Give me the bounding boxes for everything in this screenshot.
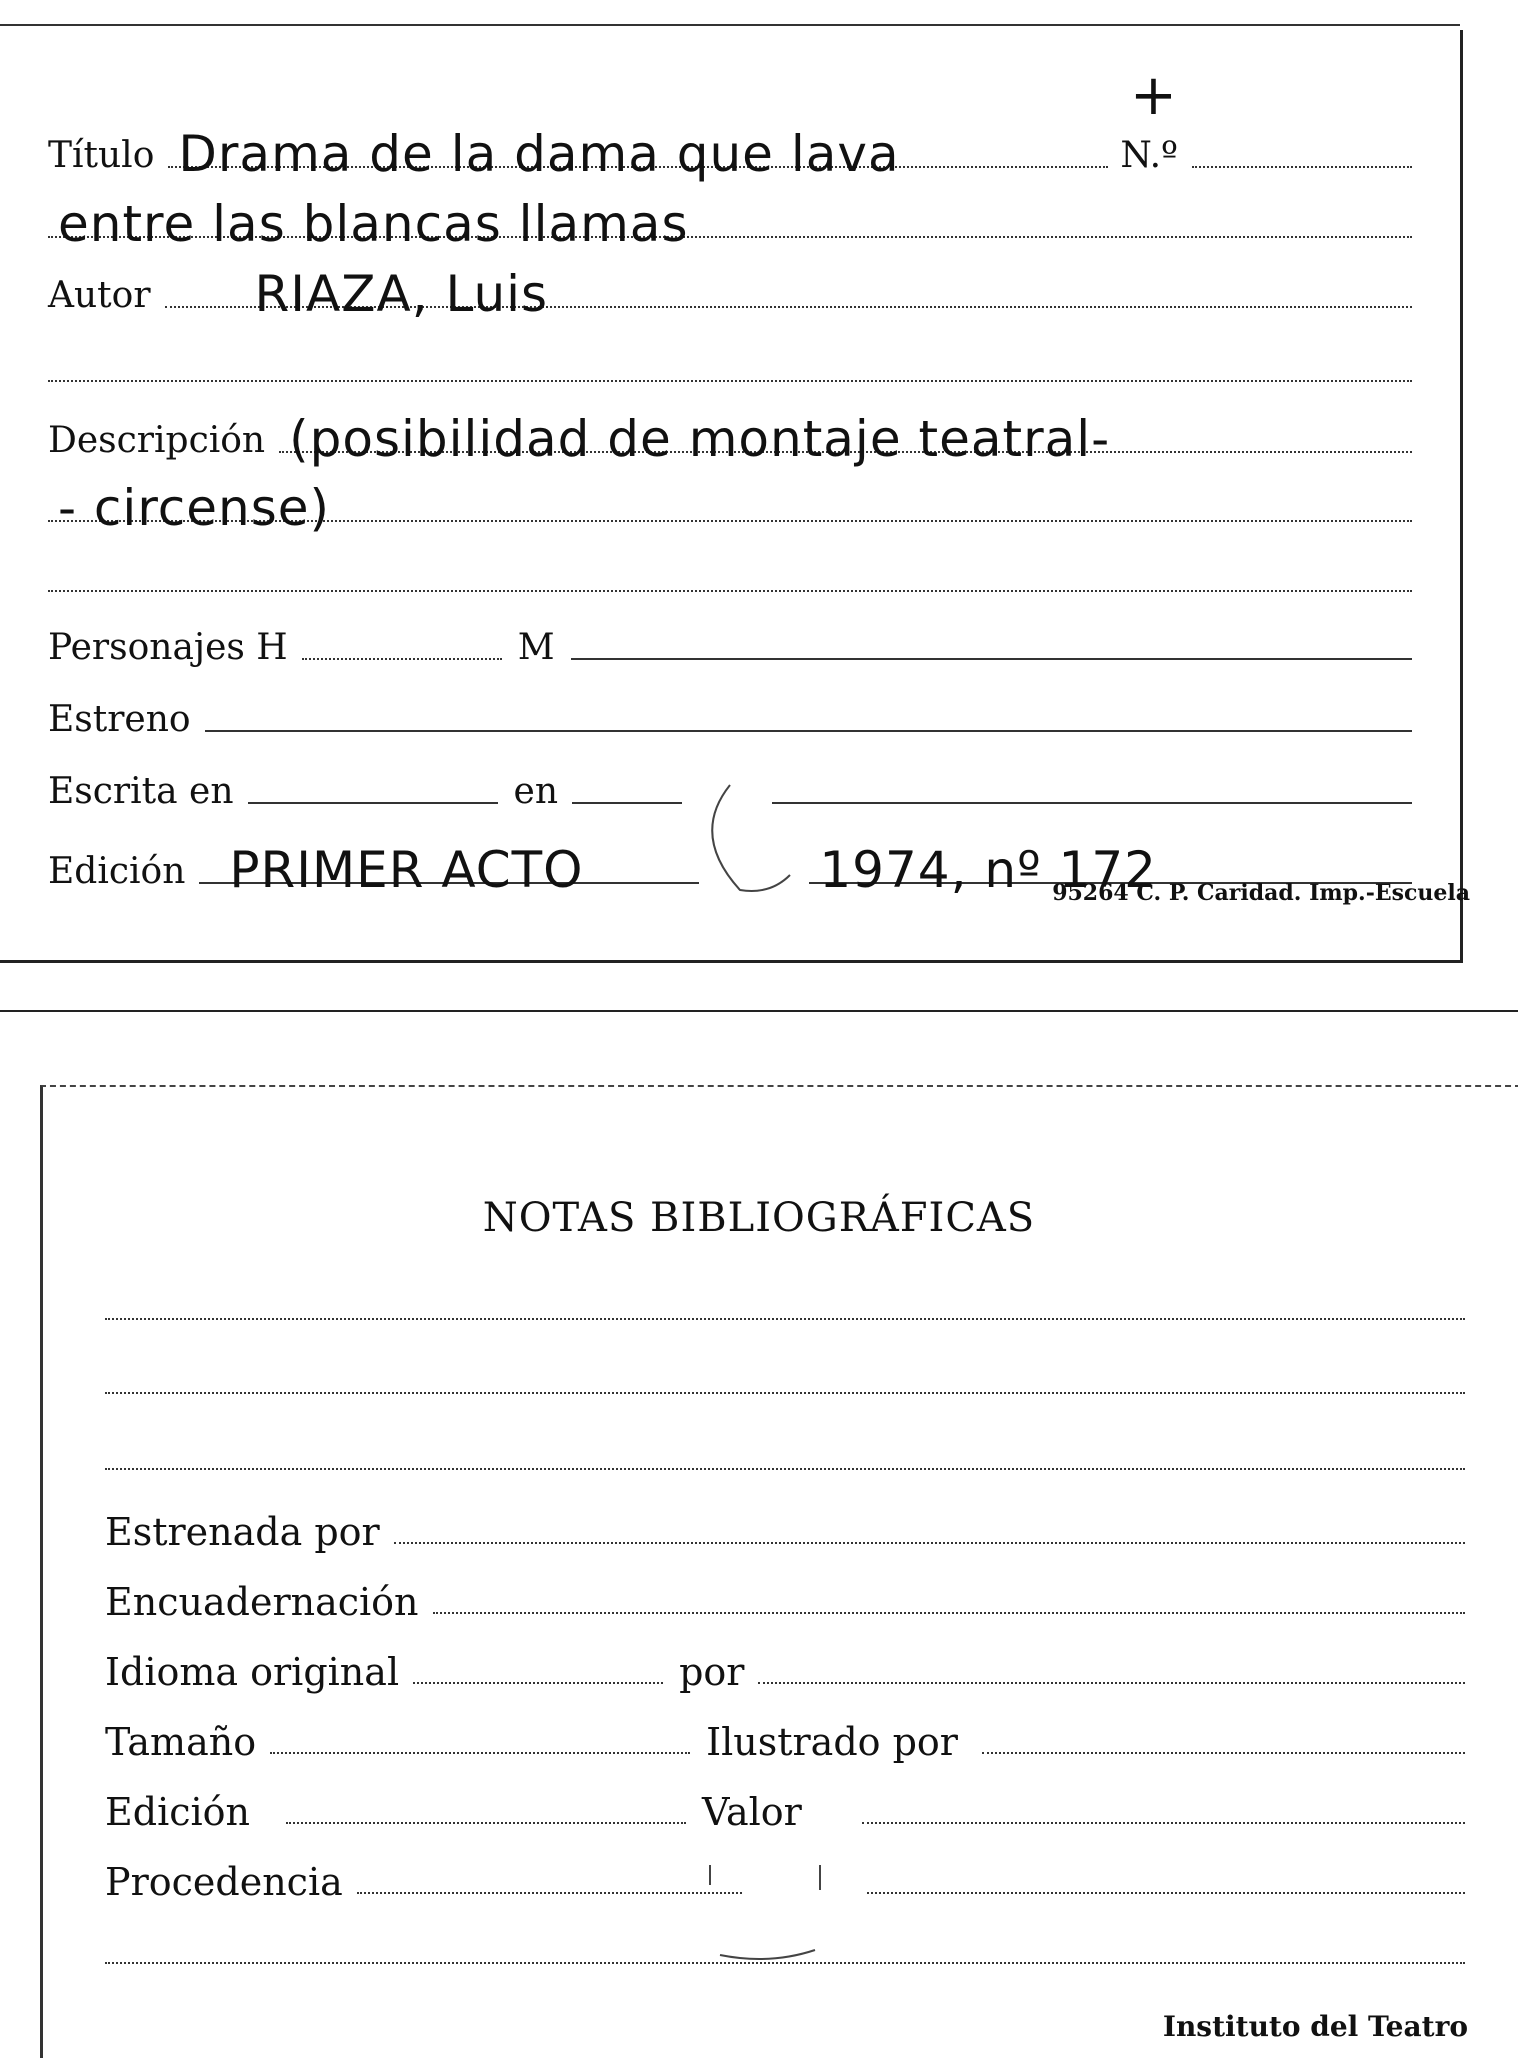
tamano-row	[105, 1722, 1465, 1762]
idioma-row	[105, 1652, 1465, 1692]
encuadernacion-label: Encuadernación	[105, 1580, 419, 1624]
procedencia-label: Procedencia	[105, 1860, 343, 1904]
titulo-label: Título	[48, 135, 155, 176]
edicion-label: Edición	[48, 851, 186, 892]
numero-field	[1192, 166, 1412, 168]
punch-hole-mark	[690, 775, 810, 905]
procedencia-field	[357, 1892, 742, 1894]
edicion-issue: 1974, nº 172	[819, 841, 1157, 899]
titulo-row	[48, 120, 1412, 183]
estrenada-row	[105, 1512, 1465, 1552]
edicion-back-field	[286, 1822, 686, 1824]
cross-mark: +	[1130, 63, 1177, 128]
personajes-label: Personajes H	[48, 627, 288, 668]
escrita-lugar-field	[248, 802, 498, 804]
descripcion-label: Descripción	[48, 420, 266, 461]
valor-field	[862, 1822, 1465, 1824]
idioma-por-field	[758, 1682, 1465, 1684]
descripcion-value-line1: (posibilidad de montaje teatral-	[289, 410, 1111, 468]
encuadernacion-field	[433, 1612, 1465, 1614]
escrita-en-label: en	[513, 771, 559, 812]
punch-hole-mark	[700, 1855, 830, 1965]
printer-imprint: 95264 C. P. Caridad. Imp.-Escuela	[1052, 880, 1470, 906]
descripcion-row	[48, 405, 1412, 468]
ilustrado-label: Ilustrado por	[706, 1720, 958, 1764]
encuadernacion-row	[105, 1582, 1465, 1622]
personajes-m-label: M	[517, 627, 555, 668]
numero-label: N.º	[1120, 135, 1178, 176]
titulo-continuation-row	[48, 190, 1412, 253]
edicion-back-label: Edición	[105, 1790, 251, 1834]
idioma-label: Idioma original	[105, 1650, 400, 1694]
titulo-value-line2: entre las blancas llamas	[58, 195, 689, 253]
valor-label: Valor	[702, 1790, 802, 1834]
estreno-label: Estreno	[48, 699, 191, 740]
tamano-field	[270, 1752, 690, 1754]
idioma-por-label: por	[679, 1650, 745, 1694]
blank-line	[48, 590, 1412, 592]
estreno-row	[48, 700, 1412, 740]
descripcion-continuation-row	[48, 474, 1412, 537]
tamano-label: Tamaño	[105, 1720, 257, 1764]
institution-name: Instituto del Teatro	[1162, 2010, 1468, 2043]
escrita-fecha-field	[772, 802, 1412, 804]
estreno-field	[205, 730, 1412, 732]
idioma-field	[413, 1682, 663, 1684]
estrenada-field	[394, 1542, 1465, 1544]
edicion-back-row	[105, 1792, 1465, 1832]
personajes-h-field	[302, 658, 502, 660]
escrita-label: Escrita en	[48, 771, 234, 812]
autor-label: Autor	[48, 275, 151, 316]
notas-heading: NOTAS BIBLIOGRÁFICAS	[482, 1195, 1036, 1241]
blank-line	[105, 1318, 1465, 1320]
autor-value: RIAZA, Luis	[254, 265, 549, 323]
personajes-m-field	[571, 658, 1412, 660]
estrenada-label: Estrenada por	[105, 1510, 380, 1554]
blank-line	[105, 1392, 1465, 1394]
descripcion-value-line2: - circense)	[58, 479, 331, 537]
ilustrado-field	[982, 1752, 1465, 1754]
autor-row	[48, 260, 1412, 323]
card-separator	[0, 1010, 1518, 1012]
procedencia-field-2	[867, 1892, 1465, 1894]
edicion-publication: PRIMER ACTO	[229, 841, 584, 899]
escrita-en-field	[572, 802, 682, 804]
personajes-row	[48, 628, 1412, 668]
blank-line	[105, 1468, 1465, 1470]
titulo-value-line1: Drama de la dama que lava	[178, 125, 900, 183]
blank-line	[48, 380, 1412, 382]
